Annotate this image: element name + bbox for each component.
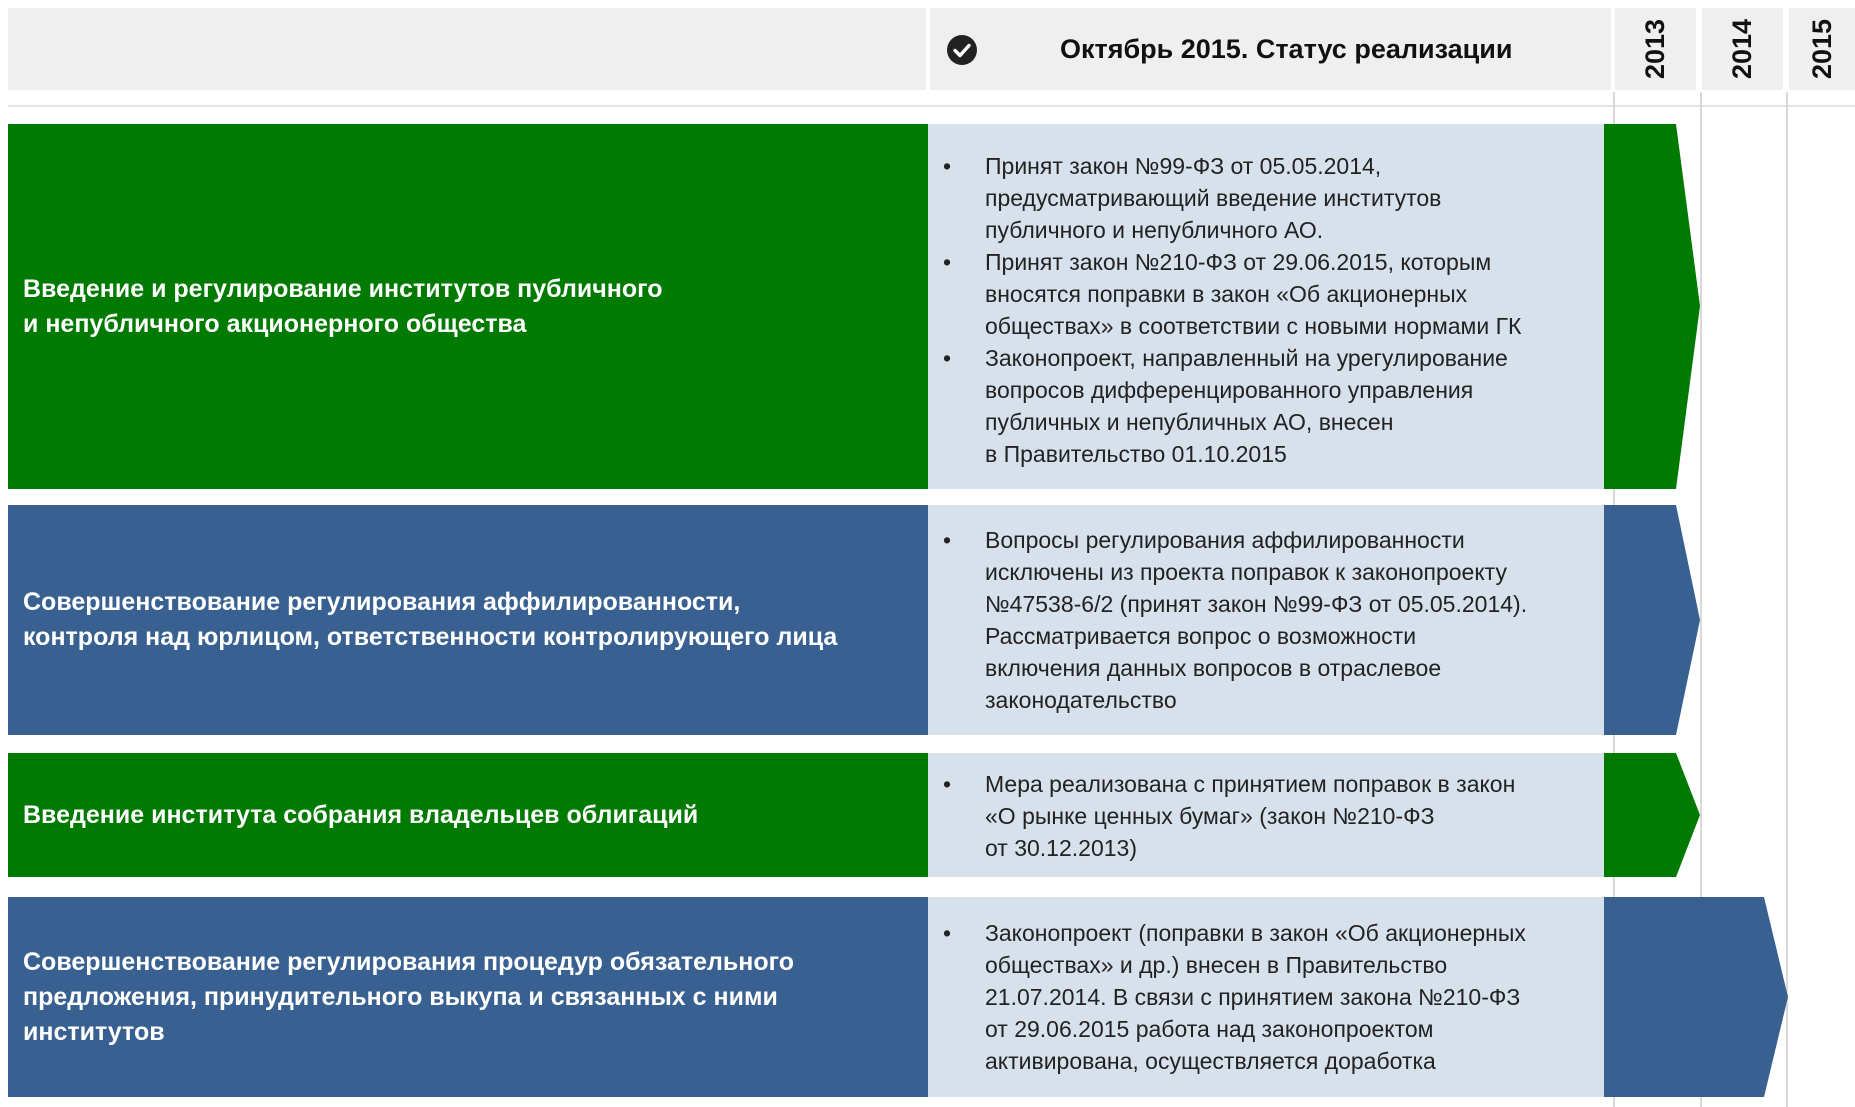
- header-divider: [8, 105, 1855, 107]
- status-item: • Вопросы регулирования аффилированности исключены из проекта поправок к законопроекту №47538-6/2 (принят закон №99-ФЗ от 05.05.2014). Рассматривается вопрос о возможности включения данных вопросов в отраслевое законодательство: [928, 524, 1604, 716]
- measure-title-row-2: [8, 505, 928, 735]
- timeline-arrow-row-3: [1604, 753, 1700, 877]
- status-list: [928, 150, 1604, 470]
- year-label-2015: 2015: [1806, 18, 1837, 80]
- measure-title-text: Совершенствование регулирования аффилированности, контроля над юрлицом, ответственности контролирующего лица: [23, 588, 838, 651]
- status-item: • Законопроект (поправки в закон «Об акционерных обществах» и др.) внесен в Правительство 21.07.2014. В связи с принятием закона №210-ФЗ от 29.06.2015 работа над законопроектом активирована, осуществляется доработка: [928, 917, 1604, 1077]
- status-header: [930, 8, 1611, 90]
- measure-title-text: Введение и регулирование институтов публичного и непубличного акционерного общества: [23, 274, 663, 338]
- timeline-arrow-row-1: [1604, 124, 1700, 489]
- header-blank-cell: [8, 8, 926, 90]
- measure-title-text: Введение института собрания владельцев облигаций: [23, 800, 699, 829]
- measure-title-row-1: [8, 124, 928, 489]
- year-label-2014: 2014: [1727, 18, 1757, 80]
- year-column-2015: [1789, 8, 1855, 90]
- status-cell-row-3: [928, 753, 1604, 877]
- measure-title-row-4: [8, 897, 928, 1097]
- status-item: • Законопроект, направленный на урегулирование вопросов дифференцированного управления публичных и непубличных АО, внесен в Правительство 01.10.2015: [928, 342, 1604, 470]
- status-cell-row-1: [928, 124, 1604, 489]
- status-list: [928, 524, 1604, 716]
- year-column-2014: [1702, 8, 1783, 90]
- status-header-title: Октябрь 2015. Статус реализации: [1060, 34, 1513, 64]
- status-cell-row-4: [928, 897, 1604, 1097]
- year-label-2013: 2013: [1640, 18, 1670, 80]
- status-cell-row-2: [928, 505, 1604, 735]
- status-item: • Мера реализована с принятием поправок в закон «О рынке ценных бумаг» (закон №210-ФЗ от 30.12.2013): [928, 768, 1604, 864]
- year-column-2013: [1615, 8, 1696, 90]
- status-item: • Принят закон №210-ФЗ от 29.06.2015, которым вносятся поправки в закон «Об акционерных обществах» в соответствии с новыми нормами ГК: [928, 246, 1604, 342]
- timeline-arrow-row-2: [1604, 505, 1700, 735]
- measure-title-text: Совершенствование регулирования процедур обязательного предложения, принудительного выкупа и связанных с ними институтов: [23, 947, 794, 1046]
- status-item: • Принят закон №99-ФЗ от 05.05.2014, предусматривающий введение институтов публичного и непубличного АО.: [928, 150, 1604, 246]
- status-list: [928, 917, 1604, 1077]
- status-list: [928, 768, 1604, 864]
- timeline-arrow-row-4: [1604, 897, 1788, 1097]
- check-circle-icon: [946, 34, 978, 66]
- measure-title-row-3: [8, 753, 928, 877]
